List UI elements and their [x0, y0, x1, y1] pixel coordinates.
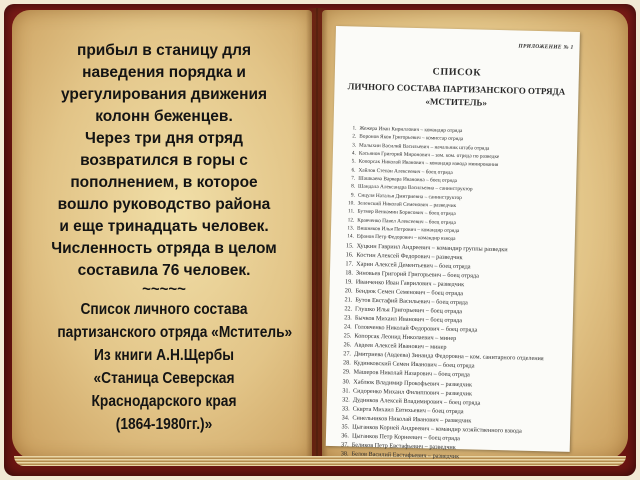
member-entry: Беликов Петр Евстафьевич – разведчик: [351, 441, 456, 451]
member-entry: Жежера Иван Кириллович – командир отряда: [359, 125, 463, 135]
member-entry: Бендюк Семен Семенович – боец отряда: [355, 287, 464, 298]
appendix-label: ПРИЛОЖЕНИЕ № 1: [518, 43, 574, 51]
member-entry: Цыганков Петр Корнеевич – боец отряда: [351, 432, 461, 442]
member-number: 15.: [345, 242, 354, 250]
paragraph-line: урегулирования движения: [60, 86, 268, 103]
paragraph-line: пополнением, в которое: [70, 174, 258, 191]
member-entry: Бутов Евстафий Васильевич – боец отряда: [355, 296, 468, 307]
document-subtitle: [334, 80, 579, 112]
member-entry: Кудинковский Семен Иванович – боец отряда: [353, 359, 475, 370]
paragraph-line: и еще тринадцать человек.: [59, 218, 269, 235]
member-entry: Глушко Илья Григорьевич – боец отряда: [355, 305, 463, 316]
member-entry: Копорсак Леонид Николаевич – минер: [354, 332, 457, 343]
paragraph-line: наведения порядка и: [82, 64, 246, 81]
member-entry: Сидоренко Михаил Филиппович – разведчик: [353, 387, 473, 397]
member-number: 32.: [342, 395, 350, 404]
member-entry: Кравченко Павел Алексеевич – боец отряда: [357, 217, 456, 226]
paragraph-line: вошло руководство района: [57, 196, 271, 213]
member-entry: Касьянов Григорий Миронович – зам. ком. отряда по разведке: [358, 150, 500, 161]
member-number: 37.: [340, 441, 349, 449]
member-number: 36.: [341, 432, 350, 440]
member-number: 11.: [347, 208, 355, 215]
member-number: 6.: [351, 167, 356, 174]
member-number: 24.: [343, 323, 352, 331]
citation-line: партизанского отряда «Мститель»: [57, 324, 293, 341]
member-entry: Цыганков Корней Андреевич – командир хозяйственного взвода: [352, 423, 522, 435]
member-entry: Харин Алексей Дементьевич – боец отряда: [356, 260, 471, 271]
member-number: 26.: [343, 341, 352, 349]
book-spine: [306, 8, 328, 464]
member-entry: Шашкаева Варвара Ивановна – боец отряда: [358, 175, 458, 185]
member-entry: Костин Алексей Федорович – разведчик: [356, 251, 463, 262]
roster-document: [326, 26, 580, 461]
member-entry: Скврта Михаил Евтихьевич – боец отряда: [352, 405, 464, 415]
paragraph-line: прибыл в станицу для: [76, 42, 252, 59]
member-entry: Вишняков Илья Петрович – командир отряда: [356, 225, 460, 235]
member-entry: Ефанов Петр Федорович – командир взвода: [356, 234, 456, 243]
member-number: 33.: [341, 404, 350, 413]
source-citation: [57, 298, 293, 436]
member-number: 22.: [344, 305, 353, 313]
member-number: 18.: [345, 269, 354, 277]
member-entry: Копорсак Николай Иванович – командир взвода минирования: [358, 158, 499, 169]
left-page-text: [40, 40, 293, 436]
member-number: 28.: [342, 359, 351, 367]
member-number: 12.: [347, 217, 355, 224]
member-number: 23.: [344, 314, 352, 322]
member-number: 38.: [340, 450, 349, 458]
separator: ~~~~~: [142, 281, 186, 298]
member-number: 14.: [347, 233, 354, 240]
paragraph-line: Численность отряда в целом: [51, 240, 277, 257]
member-number: 8.: [351, 183, 356, 190]
citation-line: Список личного состава: [80, 301, 248, 318]
member-list: [337, 124, 575, 463]
member-number: 13.: [347, 225, 355, 232]
member-entry: Хуцкин Гавриил Андреевич – командир группы разведки: [356, 242, 508, 254]
member-entry: Дудников Алексей Владимирович – боец отряда: [352, 396, 481, 407]
member-entry: Хаблюк Владимир Прокофьевич – разведчик: [353, 378, 473, 388]
subtitle-line: «МСТИТЕЛЬ»: [425, 96, 488, 108]
member-entry: Иванченко Иван Гаврилович – разведчик: [355, 278, 465, 289]
member-entry: Сицуля Наталья Дмитриевна – санинструктор: [357, 192, 462, 201]
history-paragraph: [40, 40, 288, 282]
member-number: 19.: [344, 278, 353, 286]
member-entry: Бутмер Вениамин Борисович – боец отряда: [357, 209, 456, 218]
member-number: 4.: [351, 150, 356, 157]
paragraph-line: возвратился в горы с: [80, 152, 248, 169]
citation-line: Из книги А.Н.Щербы: [93, 347, 235, 364]
member-entry: Шандала Александра Васильевна – санинструктор: [357, 183, 473, 193]
member-entry: Головченко Николай Федорович – боец отряда: [354, 323, 478, 334]
member-entry: Хайлов Степан Алексеевич – боец отряда: [358, 167, 453, 176]
paragraph-line: составила 76 человек.: [77, 262, 251, 279]
paragraph-line: Через три дня отряд: [85, 130, 243, 147]
member-number: 16.: [345, 251, 354, 259]
member-number: 10.: [347, 200, 355, 207]
member-number: 17.: [345, 260, 354, 268]
member-number: 1.: [352, 125, 357, 132]
member-number: 35.: [341, 423, 350, 431]
member-entry: Авдеев Алексей Иванович – минер: [354, 341, 447, 352]
member-number: 9.: [350, 192, 355, 199]
subtitle-line: ЛИЧНОГО СОСТАВА ПАРТИЗАНСКОГО ОТРЯДА: [347, 81, 566, 97]
citation-line: «Станица Северская: [93, 370, 235, 387]
citation-line: (1864-1980гг.)»: [115, 416, 213, 433]
member-entry: Синельников Николай Иванович – разведчик: [352, 414, 472, 425]
member-entry: Бычков Михаил Иванович – боец отряда: [354, 314, 463, 325]
member-entry: Воронов Яков Григорьевич – комиссар отряда: [359, 133, 464, 143]
member-number: 21.: [344, 296, 353, 304]
member-number: 29.: [342, 368, 351, 376]
member-entry: Малыхин Василий Васильевич – начальник штаба отряда: [359, 142, 490, 152]
member-entry: Белов Василий Евстафьевич – разведчик: [351, 450, 460, 461]
member-number: 7.: [351, 175, 356, 182]
citation-line: Краснодарского края: [91, 393, 237, 410]
member-number: 27.: [343, 350, 352, 358]
member-number: 34.: [341, 413, 350, 422]
member-number: 5.: [351, 158, 356, 165]
document-title: СПИСОК: [432, 66, 482, 79]
member-number: 31.: [342, 386, 351, 395]
member-entry: Дмитриева (Авдеева) Зинаида Федоровна – ком. санитарного отделения: [353, 350, 544, 363]
member-entry: Машеров Николай Назарович – боец отряда: [353, 369, 470, 379]
member-number: 30.: [342, 377, 351, 385]
member-number: 20.: [344, 287, 353, 295]
member-number: 3.: [352, 142, 357, 149]
member-entry: Зиновьев Григорий Григорьевич – боец отряда: [355, 269, 479, 280]
paragraph-line: колонн беженцев.: [95, 108, 233, 125]
member-entry: Зеленский Николай Семенович – разведчик: [357, 200, 457, 210]
member-number: 25.: [343, 332, 352, 340]
member-number: 2.: [352, 133, 357, 140]
